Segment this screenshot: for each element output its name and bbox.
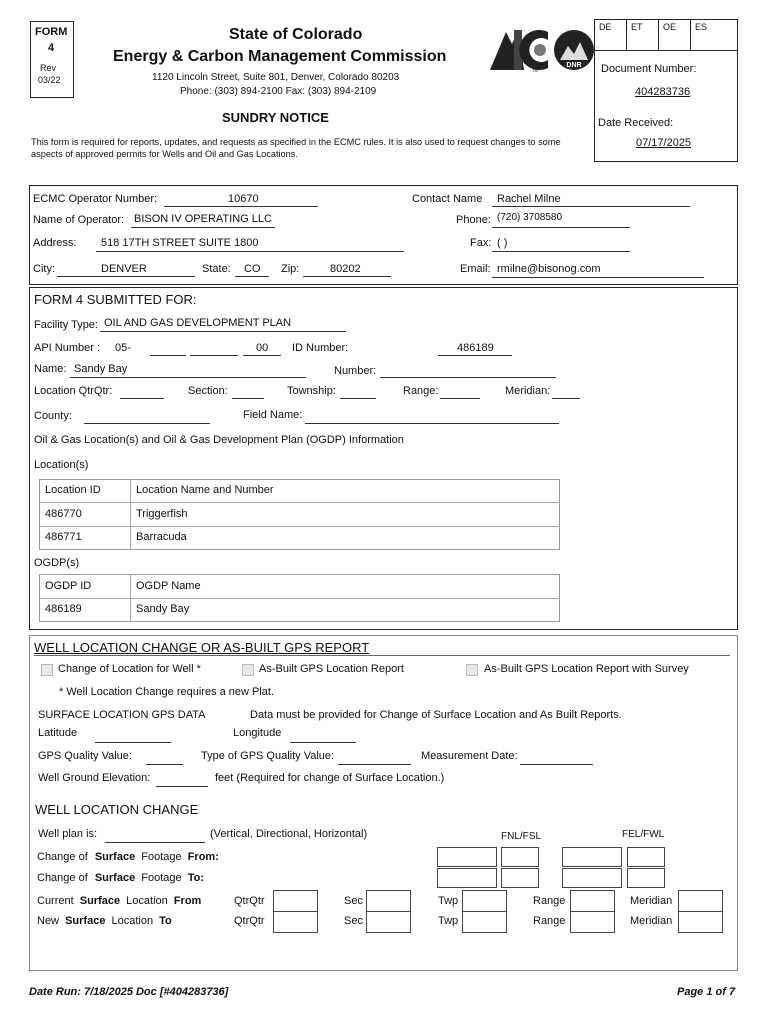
section-line	[232, 398, 264, 399]
gps-type-label: Type of GPS Quality Value:	[201, 750, 335, 762]
facility-type-label: Facility Type:	[34, 319, 98, 331]
to-text-2: To	[159, 915, 172, 927]
email-label: Email:	[460, 263, 491, 275]
fel-to-dir-input[interactable]	[627, 868, 665, 888]
plat-note: * Well Location Change requires a new Plat.	[59, 686, 275, 698]
fnl-to-input[interactable]	[437, 868, 497, 888]
code-divider-2	[658, 19, 659, 50]
ogdp-row-1-name: Sandy Bay	[136, 603, 190, 615]
locations-header-name: Location Name and Number	[136, 484, 274, 496]
locations-title: Location(s)	[34, 459, 89, 471]
well-section-title-rule	[34, 655, 730, 656]
fnl-from-dir-input[interactable]	[501, 847, 539, 867]
api-suffix-line	[243, 355, 281, 356]
range-line	[440, 398, 480, 399]
change-of-text-2: Change of	[37, 872, 88, 884]
township-line	[340, 398, 376, 399]
new-qtrqtr-input[interactable]	[273, 911, 318, 933]
number-line	[380, 377, 556, 378]
gps-quality-line	[146, 764, 183, 765]
commission-title: Energy & Carbon Management Commission	[113, 48, 447, 65]
zip-label: Zip:	[281, 263, 300, 275]
surface-text-4: Surface	[65, 915, 106, 927]
new-meridian-label: Meridian	[630, 915, 673, 927]
ground-elevation-note: feet (Required for change of Surface Location.)	[215, 772, 445, 784]
name-label: Name:	[34, 363, 67, 375]
as-built-survey-checkbox[interactable]	[466, 664, 478, 676]
well-section-title: WELL LOCATION CHANGE OR AS-BUILT GPS REPORT	[34, 640, 370, 655]
operator-name-label: Name of Operator:	[33, 214, 125, 226]
state-value[interactable]: CO	[244, 263, 261, 275]
fel-from-input[interactable]	[562, 847, 622, 867]
latitude-label: Latitude	[38, 727, 78, 739]
operator-number-line	[164, 206, 318, 207]
dnr-logo-text: DNR	[566, 62, 582, 69]
current-twp-label: Twp	[438, 895, 459, 907]
address-value[interactable]: 518 17TH STREET SUITE 1800	[101, 237, 259, 249]
fnl-from-input[interactable]	[437, 847, 497, 867]
footage-from-label	[37, 851, 219, 863]
city-label: City:	[33, 263, 55, 275]
code-divider-1	[626, 19, 627, 50]
current-qtrqtr-input[interactable]	[273, 890, 318, 912]
well-plan-note: (Vertical, Directional, Horizontal)	[210, 828, 368, 840]
new-sec-label: Sec	[344, 915, 363, 927]
code-divider-3	[690, 19, 691, 50]
section-label: Section:	[188, 385, 228, 397]
document-number-label: Document Number:	[601, 63, 697, 75]
fnl-to-dir-input[interactable]	[501, 868, 539, 888]
operator-name[interactable]: BISON IV OPERATING LLC	[134, 213, 272, 225]
contact-name-label: Contact Name	[412, 193, 483, 205]
ogdp-row-1-id: 486189	[45, 603, 82, 615]
footer-page-number: Page 1 of 7	[677, 986, 736, 998]
new-qtrqtr-label: QtrQtr	[234, 915, 265, 927]
ogdp-header-name: OGDP Name	[136, 580, 201, 592]
new-range-input[interactable]	[570, 911, 615, 933]
current-range-input[interactable]	[570, 890, 615, 912]
township-label: Township:	[287, 385, 336, 397]
as-built-survey-label: As-Built GPS Location Report with Survey	[484, 663, 689, 675]
field-name-label: Field Name:	[243, 409, 303, 421]
new-text: New	[37, 915, 60, 927]
api-segment-line-1	[150, 355, 186, 356]
new-range-label: Range	[533, 915, 566, 927]
locations-header-line	[39, 502, 560, 503]
gps-data-label: SURFACE LOCATION GPS DATA	[38, 709, 206, 721]
change-location-label: Change of Location for Well *	[58, 663, 201, 675]
ogdp-title: OGDP(s)	[34, 557, 80, 569]
field-name-line	[305, 423, 559, 424]
range-label: Range:	[403, 385, 439, 397]
surface-text-3: Surface	[79, 895, 121, 907]
gps-quality-label: GPS Quality Value:	[38, 750, 132, 762]
current-sec-input[interactable]	[366, 890, 411, 912]
new-sec-input[interactable]	[366, 911, 411, 933]
longitude-line	[290, 742, 356, 743]
footage-to-label	[37, 872, 204, 884]
sundry-title: SUNDRY NOTICE	[222, 110, 329, 125]
county-line	[84, 423, 210, 424]
location-row-2-name: Barracuda	[136, 531, 187, 543]
email-line	[492, 277, 704, 278]
rev-label: Rev	[40, 63, 57, 73]
date-received-label: Date Received:	[598, 117, 674, 129]
id-number-label: ID Number:	[292, 342, 349, 354]
current-meridian-label: Meridian	[630, 895, 673, 907]
new-twp-label: Twp	[438, 915, 459, 927]
ground-elevation-label: Well Ground Elevation:	[38, 772, 151, 784]
gps-type-line	[338, 764, 411, 765]
locations-table	[39, 479, 560, 550]
measurement-date-line	[520, 764, 593, 765]
api-suffix[interactable]: 00	[256, 342, 269, 354]
change-location-checkbox[interactable]	[41, 664, 53, 676]
date-received: 07/17/2025	[636, 137, 692, 149]
state-label: State:	[202, 263, 231, 275]
state-title: State of Colorado	[229, 26, 363, 43]
from-text: From:	[187, 851, 219, 863]
operator-number[interactable]: 10670	[228, 193, 259, 205]
location-text: Location	[126, 895, 168, 907]
change-of-text: Change of	[37, 851, 88, 863]
locations-column-line	[130, 479, 131, 550]
fax-label: Fax:	[470, 237, 492, 249]
zip-value[interactable]: 80202	[330, 263, 361, 275]
longitude-label: Longitude	[233, 727, 282, 739]
footage-text-2: Footage	[141, 872, 182, 884]
location-text-2: Location	[111, 915, 154, 927]
from-text-2: From	[173, 895, 202, 907]
operator-name-line	[131, 227, 275, 228]
new-twp-input[interactable]	[462, 911, 507, 933]
phone-line	[492, 227, 630, 228]
to-text: To:	[187, 872, 204, 884]
commission-address: 1120 Lincoln Street, Suite 801, Denver, Colorado 80203	[152, 72, 400, 83]
meridian-line	[552, 398, 580, 399]
form-description: This form is required for reports, updates, and requests as specified in the ECMC rules. It is also used to request changes to some aspects of approved permits for Wells and Oil and Gas Locations.	[31, 137, 561, 159]
well-plan-line	[105, 842, 205, 843]
new-meridian-input[interactable]	[678, 911, 723, 933]
api-prefix[interactable]: 05-	[115, 342, 131, 354]
footer-date-run: Date Run: 7/18/2025 Doc [#404283736]	[29, 986, 229, 998]
state-line	[235, 276, 269, 277]
code-es: ES	[695, 22, 708, 32]
code-de: DE	[599, 22, 612, 32]
form-label: FORM	[35, 26, 68, 38]
well-plan-label: Well plan is:	[38, 828, 98, 840]
operator-number-label: ECMC Operator Number:	[33, 193, 158, 205]
location-row-2-id: 486771	[45, 531, 82, 543]
new-location-label	[37, 915, 172, 927]
fax-value[interactable]: ( )	[497, 237, 508, 249]
document-number: 404283736	[635, 86, 691, 98]
current-meridian-input[interactable]	[678, 890, 723, 912]
name-line	[70, 377, 306, 378]
location-row-1-name: Triggerfish	[136, 508, 188, 520]
qtrqtr-line	[120, 398, 164, 399]
address-line	[96, 251, 404, 252]
address-label: Address:	[33, 237, 77, 249]
code-et: ET	[631, 22, 643, 32]
county-label: County:	[34, 410, 72, 422]
form-number: 4	[48, 42, 55, 54]
current-twp-input[interactable]	[462, 890, 507, 912]
locations-header-id: Location ID	[45, 484, 101, 496]
qtrqtr-label: Location QtrQtr:	[34, 385, 113, 397]
meridian-label: Meridian:	[505, 385, 551, 397]
footage-text: Footage	[141, 851, 182, 863]
surface-text: Surface	[94, 851, 136, 863]
ogdp-header-id: OGDP ID	[45, 580, 92, 592]
fax-line	[492, 251, 630, 252]
current-text: Current	[37, 895, 74, 907]
as-built-gps-checkbox[interactable]	[242, 664, 254, 676]
email-value[interactable]: rmilne@bisonog.com	[497, 263, 601, 275]
city-line	[57, 276, 195, 277]
number-label: Number:	[334, 365, 377, 377]
rev-date: 03/22	[38, 75, 61, 85]
current-sec-label: Sec	[344, 895, 363, 907]
well-change-title: WELL LOCATION CHANGE	[35, 802, 199, 817]
contact-name-line	[492, 206, 690, 207]
contact-name[interactable]: Rachel Milne	[497, 193, 561, 205]
locations-row-line	[39, 526, 560, 527]
latitude-line	[95, 742, 171, 743]
city-value[interactable]: DENVER	[101, 263, 147, 275]
commission-phone: Phone: (303) 894-2100 Fax: (303) 894-2109	[180, 86, 377, 97]
gps-data-note: Data must be provided for Change of Surface Location and As Built Reports.	[250, 709, 622, 721]
current-qtrqtr-label: QtrQtr	[234, 895, 265, 907]
fnl-fsl-label: FNL/FSL	[501, 831, 542, 842]
submitted-title: FORM 4 SUBMITTED FOR:	[34, 292, 197, 307]
facility-type-line	[100, 331, 346, 332]
zip-line	[303, 276, 391, 277]
ground-elevation-line	[156, 786, 208, 787]
api-segment-line-2	[190, 355, 238, 356]
ecmc-logo-icon	[488, 22, 594, 74]
name-value[interactable]: Sandy Bay	[74, 363, 128, 375]
facility-type[interactable]: OIL AND GAS DEVELOPMENT PLAN	[104, 317, 292, 329]
phone-value[interactable]: (720) 3708580	[497, 212, 563, 223]
fel-to-input[interactable]	[562, 868, 622, 888]
office-codes-divider	[594, 50, 738, 51]
as-built-gps-label: As-Built GPS Location Report	[259, 663, 404, 675]
info-title: Oil & Gas Location(s) and Oil & Gas Development Plan (OGDP) Information	[34, 434, 404, 446]
ogdp-header-line	[39, 598, 560, 599]
id-number-line	[438, 355, 512, 356]
api-number-label: API Number :	[34, 342, 101, 354]
ogdp-column-line	[130, 574, 131, 622]
phone-label: Phone:	[456, 214, 491, 226]
fel-from-dir-input[interactable]	[627, 847, 665, 867]
logo-tm: TM	[532, 68, 538, 73]
fel-fwl-label: FEL/FWL	[622, 829, 665, 840]
code-oe: OE	[663, 22, 677, 32]
measurement-date-label: Measurement Date:	[421, 750, 518, 762]
current-range-label: Range	[533, 895, 566, 907]
id-number[interactable]: 486189	[457, 342, 494, 354]
location-row-1-id: 486770	[45, 508, 82, 520]
surface-text-2: Surface	[94, 872, 136, 884]
current-location-label	[37, 895, 201, 907]
